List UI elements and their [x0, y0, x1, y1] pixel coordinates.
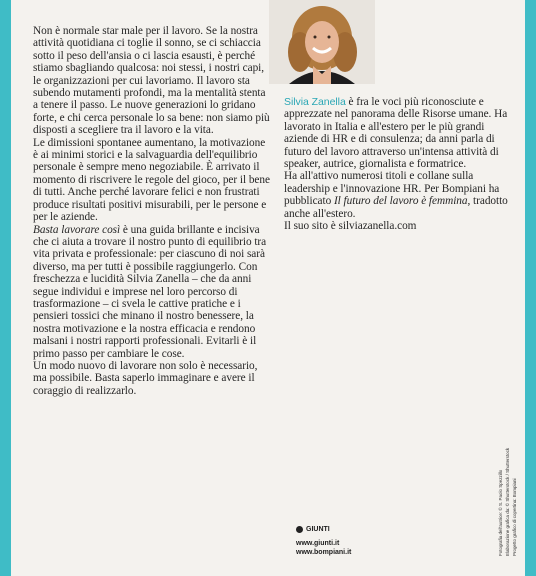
previous-book-title: Il futuro del lavoro è femmina: [333, 195, 468, 208]
author-bio-text-2: Ha all'attivo numerosi titoli e collane sulla leadership e l'innovazione HR. Per Bompiani ha pubblicato: [284, 170, 500, 208]
blurb-paragraph-3-text: è una guida brillante e incisiva che ci aiuta a trovare il nostro punto di equilibrio tra vita privata e professionale: per ciascuno di noi sarà diverso, ma per tutti è possibile raggiungerlo. Con freschezza e lucidità Silvia Zanella – che da anni segue individui e imprese nel loro percorso di trasformazione – ci svela le cattive pratiche e i pensieri tossici che minano il nostro benessere, la nostra motivazione e la nostra efficacia e rendono malsani i nostri rapporti professionali. Evitarli è il primo passo per cambiare le cose.: [33, 223, 267, 360]
author-bio: [284, 96, 517, 232]
left-accent-bar: [0, 0, 11, 576]
author-name: Silvia Zanella: [284, 96, 346, 108]
publisher-logo-text: GIUNTI: [306, 526, 330, 533]
author-bio-text-1: è fra le voci più riconosciute e apprezzate nel panorama delle Risorse umane. Ha lavorato in Italia e all'estero per le più grandi aziende di HR e di consulenza; da anni parla di futuro del lavoro attraverso un'intensa attività di speaker, autrice, giornalista e formatrice.: [284, 96, 508, 171]
publisher-block: [296, 526, 351, 557]
blurb-paragraph-2: Le dimissioni spontanee aumentano, la motivazione è ai minimi storici e la salvaguardia dell'equilibrio personale è sempre meno negoziabile. È arrivato il momento di riscrivere le regole del gioco, per il bene di tutti. Anche perché lavorare felici e non frustrati produce risultati positivi misurabili, per le persone e per le aziende.: [33, 136, 270, 224]
author-bio-paragraph-1: [284, 96, 517, 170]
blurb-paragraph-3: [33, 224, 271, 360]
credit-line-2: Elaborazione grafica da: © Shutterstock / Shutterstock: [505, 447, 510, 556]
author-bio-paragraph-2: [284, 170, 517, 220]
blurb-text: [33, 25, 271, 397]
giunti-logo-icon: [296, 526, 303, 533]
publisher-url-giunti: www.giunti.it: [296, 540, 340, 547]
author-website: Il suo sito è silviazanella.com: [284, 220, 417, 233]
book-title: Basta lavorare così: [33, 223, 121, 236]
credit-line-3: Progetto grafico di copertina: Bompiani: [512, 478, 517, 556]
publisher-url-bompiani: www.bompiani.it: [296, 549, 352, 556]
blurb-paragraph-1: Non è normale star male per il lavoro. Se la nostra attività quotidiana ci toglie il sonno, se ci schiaccia sotto il peso dell'ansia o ci lascia esausti, è perché stiamo sbagliando qualcosa: noi stessi, i nostri capi, le organizzazioni per cui lavoriamo. Il lavoro sta subendo mutamenti profondi, ma la mentalità stenta a tenere il passo. Le nuove generazioni lo gridano forte, e chi cerca personale lo sa bene: non siamo più disposti a scegliere tra il lavoro e la vita.: [33, 25, 270, 137]
author-bio-text-2-end: , tradotto anche all'estero.: [284, 195, 508, 220]
publisher-logo: [296, 526, 351, 533]
author-photo: [269, 0, 375, 84]
author-portrait-image: [269, 0, 375, 84]
credit-line-1: Fotografia dell'autrice: © S. Paolo Spezzillo: [498, 469, 503, 556]
blurb-closing: Un modo nuovo di lavorare non solo è necessario, ma possibile. Basta saperlo immaginare e avere il coraggio di realizzarlo.: [33, 359, 258, 397]
image-credits: [498, 446, 530, 556]
